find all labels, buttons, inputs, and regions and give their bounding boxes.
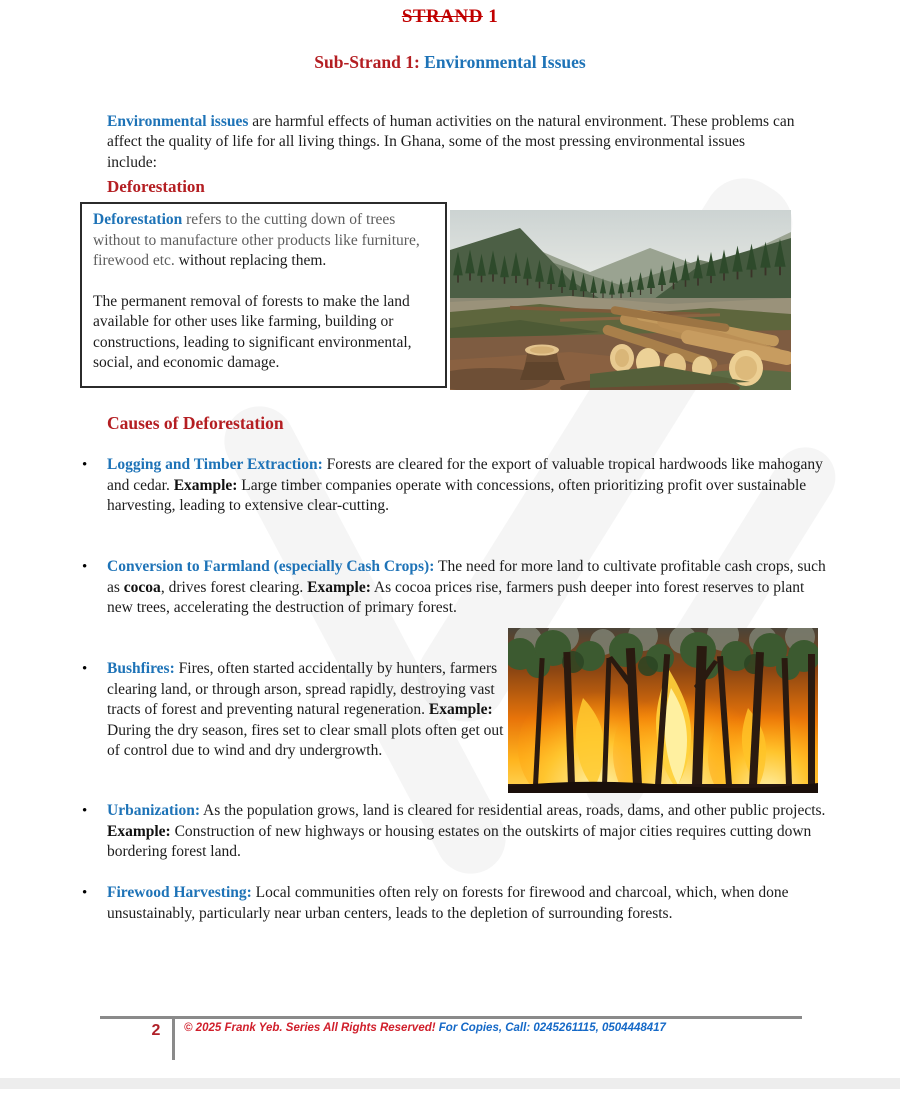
definition-paragraph-1: Deforestation refers to the cutting down of trees without to manufacture other products like furniture, firewood etc. without replacing them.	[93, 211, 420, 269]
bullet-farmland-text: Conversion to Farmland (especially Cash Crops): The need for more land to cultivate profitable cash crops, such as cocoa, drives forest clearing. Example: As cocoa prices rise, farmers push deeper into forest reserves to plant new trees, accelerating the destruction of primary forest.	[107, 558, 826, 616]
bullet-bushfires	[82, 659, 514, 762]
substrand-topic: Environmental Issues	[419, 52, 586, 72]
causes-heading: Causes of Deforestation	[107, 413, 284, 433]
intro-paragraph: Environmental issues are harmful effects of human activities on the natural environment. These problems can affect the quality of life for all living things. In Ghana, some of the most pressing environmental issues include:	[107, 112, 795, 171]
footer-horizontal-rule	[100, 1016, 802, 1019]
bullet-marker	[82, 455, 107, 476]
strand-title	[0, 6, 900, 28]
copyright-text: © 2025 Frank Yeb. Series All Rights Reserved!	[184, 1022, 436, 1034]
footer-vertical-rule	[172, 1016, 175, 1060]
footer-copyright	[184, 1022, 804, 1034]
bullet-logging	[82, 455, 827, 517]
deforestation-photo	[450, 210, 791, 390]
deforestation-heading: Deforestation	[107, 177, 205, 196]
bullet-marker	[82, 557, 107, 578]
bullet-bushfires-text: Bushfires: Fires, often started accidentally by hunters, farmers clearing land, or through arson, spread rapidly, destroying vast tracts of forest and preventing natural regeneration. Example: During the dry season, fires set to clear small plots often get out of control due to wind and dry undergrowth.	[107, 660, 504, 759]
bullet-marker	[82, 801, 107, 822]
bullet-firewood	[82, 883, 827, 924]
bullet-marker	[82, 659, 107, 680]
bullet-urbanization	[82, 801, 852, 863]
substrand-title	[0, 52, 900, 73]
definition-paragraph-2: The permanent removal of forests to make the land available for other uses like farming, building or constructions, leading to significant environmental, social, and economic damage.	[93, 292, 412, 371]
strand-title-number: 1	[482, 6, 499, 27]
bullet-urbanization-text: Urbanization: As the population grows, land is cleared for residential areas, roads, dams, and other public projects. Example: Construction of new highways or housing estates on the outskirts of major cities requires cutting down bordering forest land.	[107, 802, 826, 860]
strand-title-struck: STRAND	[401, 6, 483, 27]
bullet-marker	[82, 883, 107, 904]
page-bottom-divider	[0, 1078, 900, 1089]
substrand-label: Sub-Strand 1:	[314, 52, 420, 72]
deforestation-definition-box	[80, 202, 447, 388]
bushfire-photo	[508, 628, 818, 793]
bullet-logging-text: Logging and Timber Extraction: Forests are cleared for the export of valuable tropical hardwoods like mahogany and cedar. Example: Large timber companies operate with concessions, often prioritizing profit over sustainable harvesting, leading to extensive clear-cutting.	[107, 456, 823, 514]
contact-text: For Copies, Call: 0245261115, 0504448417	[435, 1022, 666, 1034]
bullet-firewood-text: Firewood Harvesting: Local communities often rely on forests for firewood and charcoal, which, when done unsustainably, particularly near urban centers, leads to the depletion of surrounding forests.	[107, 884, 789, 922]
bullet-farmland	[82, 557, 827, 619]
page-number: 2	[151, 1022, 161, 1039]
